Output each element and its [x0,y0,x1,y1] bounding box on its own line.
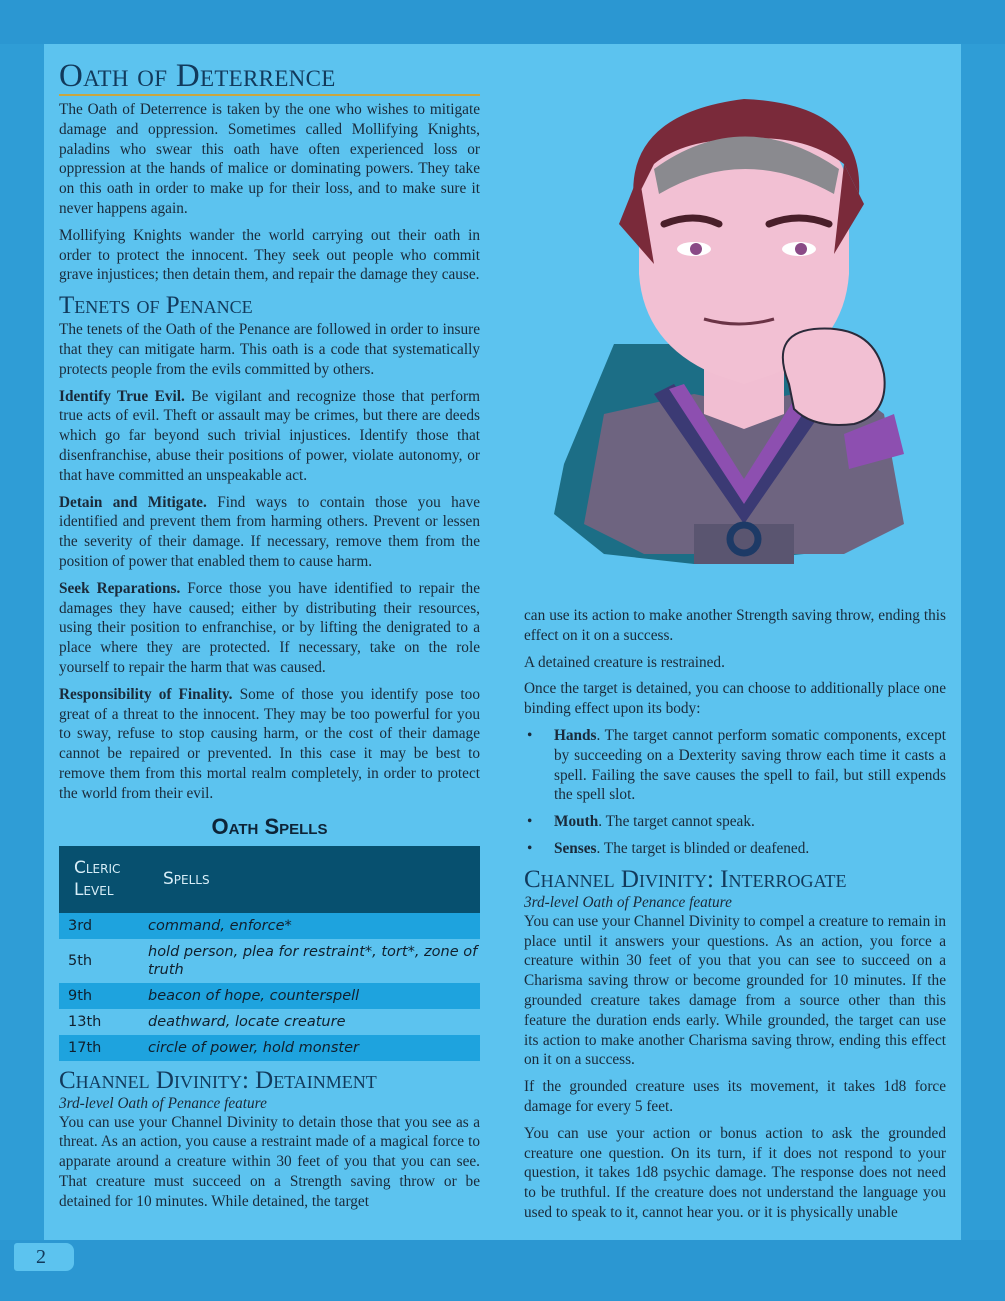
page-title: Oath of Deterrence [59,58,480,96]
table-row [59,1035,480,1061]
bullet-icon: • [527,813,533,831]
tenet-responsibility-of-finality [59,685,480,804]
intro-paragraph-1: The Oath of Deterrence is taken by the one who wishes to mitigate damage and oppression. Sometimes called Mollifying Knights, paladins who swear this oath have often experienced loss or oppression at the hands of malice or dominating powers. They take on this oath in order to make up for their loss, and to make sure it never happens again. [59,101,480,217]
header-level-line-1: Cleric [74,858,121,878]
effect-text: . The target cannot perform somatic components, except by succeeding on a Dexterity saving throw each time it casts a spell. Failing the save causes the spell to fail, but still expends the spell slot. [554,726,946,804]
detainment-heading: Channel Divinity: Detainment [59,1066,377,1094]
page-frame-top [0,0,1005,44]
tenet-name: Detain and Mitigate. [59,493,207,511]
interrogate-paragraph-1: You can use your Channel Divinity to compel a creature to remain in place until it answers your questions. As an action, you force a creature within 30 feet of you that you can see to succeed on a Charisma saving throw or become grounded for 10 minutes. If the grounded creature takes damage from a source other than this feature the duration ends early. While grounded, the target can use its action to make another Charisma saving throw, ending this effect on it on a success. [524,912,946,1069]
header-cleric-level [59,846,148,913]
tenet-identify-true-evil [59,387,480,486]
document-page [44,44,961,1240]
effect-text: . The target is blinded or deafened. [596,839,810,857]
right-column [524,606,946,1230]
binding-effects-list [524,726,946,859]
effect-name: Hands [554,726,597,744]
bullet-icon: • [527,839,533,857]
page-frame-left [0,44,44,1240]
page-frame-bottom [0,1240,1005,1301]
detainment-subtitle: 3rd-level Oath of Penance feature [59,1094,267,1112]
tenets-heading: Tenets of Penance [59,292,253,320]
tenet-text: Force those you have identified to repair the damages they have caused; either by distributing their resources, using their position to enfranchise, or by lifting the denigrated to a place where they are protected. If necessary, take on the role yourself to repair the harm that was caused. [59,579,480,676]
effect-name: Mouth [554,813,599,831]
intro-paragraph-2: Mollifying Knights wander the world carrying out their oath in order to protect the innocent. They seek out people who commit grave injustices; then detain them, and repair the damage they cause. [59,226,480,284]
interrogate-paragraph-2: If the grounded creature uses its movement, it takes 1d8 force damage for every 5 feet. [524,1078,946,1115]
row-level: 5th [59,939,148,983]
header-spells: Spells [148,846,480,913]
paladin-portrait-illustration [544,84,944,584]
binding-intro: Once the target is detained, you can choose to additionally place one binding effect upon its body: [524,680,946,718]
interrogate-heading: Channel Divinity: Interrogate [524,865,847,893]
effect-text: . The target cannot speak. [598,813,755,831]
tenet-name: Responsibility of Finality. [59,685,233,703]
tenet-text: Find ways to contain those you have identified and prevent them from harming others. Prevent or lessen the severity of their damage. If necessary, remove them from the position of power that enabled them to cause harm. [59,493,481,570]
row-spells: beacon of hope, counterspell [148,983,480,1009]
table-row [59,939,480,983]
tenet-text: Be vigilant and recognize those that perform true acts of evil. Theft or assault may be crimes, but there are deeds which go far beyond such trivial injustices. Identify those that disenfranchise, abuse their positions of power, violate autonomy, or that have committed an unspeakable act. [59,387,481,484]
table-row [59,983,480,1009]
effect-name: Senses [554,839,597,857]
row-level: 9th [59,983,148,1009]
left-column [59,58,480,1218]
detainment-continued: can use its action to make another Strength saving throw, ending this effect on it on a success. [524,607,946,644]
detainment-text: You can use your Channel Divinity to detain those that you see as a threat. As an action, you cause a restraint made of a magical force to apparate around a creature within 30 feet of you that you can see. That creature must succeed on a Strength saving throw or be detained for 10 minutes. While detained, the target [59,1113,480,1210]
tenet-name: Seek Reparations. [59,579,181,597]
table-header-row [59,846,480,913]
row-level: 13th [59,1009,148,1035]
row-spells: deathward, locate creature [148,1009,480,1035]
list-item [524,839,946,859]
table-row [59,913,480,939]
header-level-line-2: Level [74,880,114,900]
table-row [59,1009,480,1035]
interrogate-subtitle: 3rd-level Oath of Penance feature [524,893,732,911]
oath-spells-title: Oath Spells [211,813,328,839]
bullet-icon: • [527,726,533,744]
tenet-name: Identify True Evil. [59,387,185,405]
page-number: 2 [14,1243,74,1271]
list-item [524,726,946,805]
tenet-detain-and-mitigate [59,493,480,572]
list-item [524,812,946,832]
row-level: 17th [59,1035,148,1061]
page-frame-right [961,44,1005,1240]
row-level: 3rd [59,913,148,939]
tenet-seek-reparations [59,579,480,678]
row-spells: circle of power, hold monster [148,1035,480,1061]
tenets-intro: The tenets of the Oath of the Penance are followed in order to insure that they can mitigate harm. This oath is a code that systematically protects people from the evils committed by others. [59,321,480,378]
tenet-text: Some of those you identify pose too great of a threat to the innocent. They may be too powerful for you to sway, refuse to stop causing harm, or the cost of their damage cannot be repaired or prevented. In this case it may be best to remove them from this mortal realm completely, in order to protect the world from their evil. [59,685,480,802]
interrogate-paragraph-3: You can use your action or bonus action to ask the grounded creature one question. On its turn, if it does not respond to your question, it takes 1d8 psychic damage. The response does not need to be truthful. If the creature does not understand the language you used to speak to it, cannot hear you. or it is physically unable [524,1124,946,1221]
row-spells: hold person, plea for restraint*, tort*, zone of truth [148,939,480,983]
restrained-note: A detained creature is restrained. [524,653,725,671]
row-spells: command, enforce* [148,913,480,939]
oath-spells-table [59,846,480,1061]
